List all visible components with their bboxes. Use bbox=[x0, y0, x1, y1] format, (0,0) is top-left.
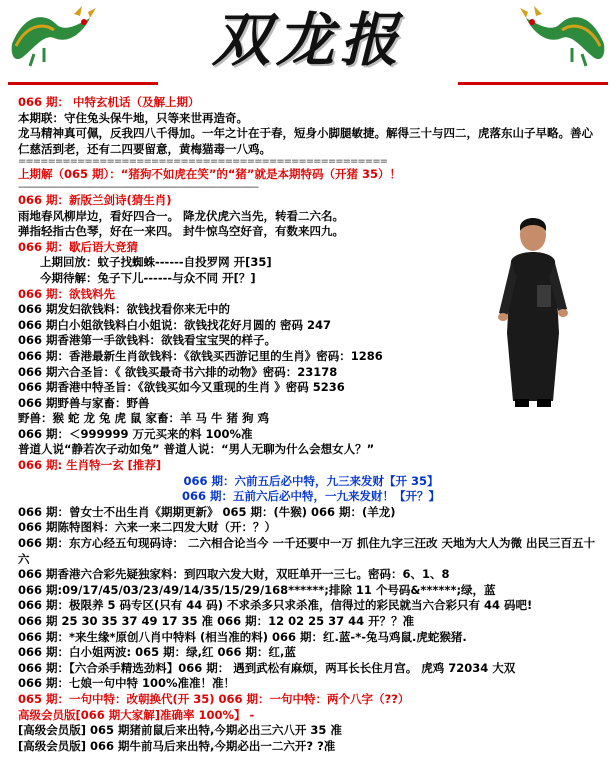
text-line: 066 期野兽与家畜：野兽 bbox=[18, 395, 150, 410]
text-line: 066 期：曾女士不出生肖《期期更新》 065 期：(牛猴) 066 期：(羊龙) bbox=[18, 504, 396, 519]
text-line: 066 期：歇后语大竞猜 bbox=[18, 239, 139, 254]
text-line: 066 期 25 30 35 37 49 17 35 准 066 期：12 02 25 37 44 开？？准 bbox=[18, 614, 415, 628]
text-line: 雨地春风柳岸边，看好四合一。 降龙伏虎六当先，转看二六名。 bbox=[18, 208, 345, 223]
text-line: 066 期：香港最新生肖欲钱料：《欲钱买西游记里的生肖》密码：1286 bbox=[18, 348, 383, 363]
text-line: 066 期白小姐欲钱料白小姐说：欲钱找花好月圆的 密码 247 bbox=[18, 317, 332, 332]
text-line: 066 期：新版兰剑诗(猜生肖) bbox=[18, 192, 172, 207]
text-line: 今期待解：兔子下儿------与众不同 开[？] bbox=[40, 270, 256, 285]
text-line: 066 期： 中特玄机话（及解上期） bbox=[18, 95, 200, 109]
text-line: 066 期：六前五后必中特，九三来发财【开 35】 bbox=[183, 473, 439, 488]
main-content bbox=[18, 95, 604, 754]
header-banner bbox=[0, 0, 616, 95]
text-line: 066 期香港六合彩先疑独家料：到四取六发大财，双旺单开一三七。密码：6、1、8 bbox=[18, 567, 450, 582]
text-line: 普道人说“静若次子动如兔” 普道人说：“男人无聊为什么会想女人？” bbox=[18, 442, 375, 457]
text-line: 上期解（065 期）：“猪狗不如虎在笑”的“猪”就是本期特码（开猪 35）！ bbox=[18, 167, 401, 182]
text-line: 066 期发妇欲钱料：欲钱找看你来无中的 bbox=[18, 302, 231, 317]
text-line: 066 期:09/17/45/03/23/49/14/35/15/29/168******;排除 11 个号码&******;绿，蓝 bbox=[18, 582, 496, 597]
text-line: 本期联：守住兔头保牛地，只等来世再造奇。 bbox=[18, 110, 248, 125]
text-line: 066 期：欲钱料先 bbox=[18, 286, 116, 301]
text-line: -------------------------------------------------------------------------------------------- bbox=[18, 182, 258, 193]
text-line: 野兽：猴 蛇 龙 兔 虎 鼠 家畜：羊 马 牛 猪 狗 鸡 bbox=[18, 411, 270, 426]
text-line: 龙马精神真可佩，反我四八千得加。一年之计在于春，短身小脚腿敏捷。解得三十与四二，虎落东山子早略。善心仁慈活到老，还有二四要留意，黄梅猫毒一八鸡。 bbox=[18, 126, 593, 156]
dragon-icon bbox=[516, 4, 612, 72]
text-line: 上期回放：蚊子找蜘蛛------自投罗网 开[35] bbox=[40, 255, 272, 270]
text-line: 弹指轻指古色琴，好在一来四。 封牛惊鸟空好音，有数来四九。 bbox=[18, 224, 345, 239]
text-line: 066 期：七娘一句中特 100%准准！准！ bbox=[18, 676, 236, 691]
text-line: 066 期：极限养 5 码专区(只有 44 码) 不求杀多只求杀准，信得过的彩民就当六合彩只有 44 码吧! bbox=[18, 598, 533, 613]
page-title: 双龙报 bbox=[211, 6, 404, 74]
header-divider-left bbox=[8, 82, 158, 85]
text-line: 066 期香港中特圣旨：《欲钱买如今又重现的生肖 》密码 5236 bbox=[18, 380, 345, 395]
text-line: 066 期：＜999999 万元买来的料 100%准 bbox=[18, 426, 253, 441]
text-line: 066 期香港第一手欲钱料：欲钱看宝宝哭的样子。 bbox=[18, 333, 277, 348]
text-line: 066 期：五前六后必中特，一九来发财！【开？】 bbox=[181, 489, 440, 504]
text-line: 065 期：一句中特：改朝换代(开 35) 066 期：一句中特：两个八字（??） bbox=[18, 691, 410, 706]
text-line: 066 期陈特图料：六来一来二四发大财（开：？） bbox=[18, 520, 277, 535]
text-line: ================================================== bbox=[18, 157, 387, 168]
text-line: 高级会员版[066 期大家解]准确率 100%】 - bbox=[18, 707, 255, 722]
header-divider-right bbox=[458, 82, 608, 85]
text-line: 066 期六合圣旨：《 欲钱买最奇书六排的动物》密码：23178 bbox=[18, 364, 338, 379]
text-line: [高级会员版] 065 期猪前鼠后来出特,今期必出三六八开 35 准 bbox=[18, 723, 342, 738]
text-line: 066 期: 生肖特一玄 [推荐] bbox=[18, 458, 162, 473]
text-line: 066 期：东方心经五句现码诗： 二六相合论当今 一千还要中一万 抓住九字三汪改 天地为大人为微 出民三百五十六 bbox=[18, 536, 596, 566]
text-line: 066 期：【六合杀手精选劲料】066 期： 遇到武松有麻烦，两耳长长住月宫。 虎鸡 72034 大双 bbox=[18, 660, 516, 675]
dragon-icon bbox=[4, 4, 100, 72]
text-line: [高级会员版] 066 期牛前马后来出特,今期必出一二六开? ?准 bbox=[18, 738, 336, 753]
text-line: 066 期：*来生缘*原创八肖中特料 (相当准的料) 066 期：红.蓝-*-兔马鸡鼠.虎蛇猴猪. bbox=[18, 629, 467, 644]
text-line: 066 期：白小姐两波: 065 期：绿,红 066 期：红,蓝 bbox=[18, 645, 296, 660]
